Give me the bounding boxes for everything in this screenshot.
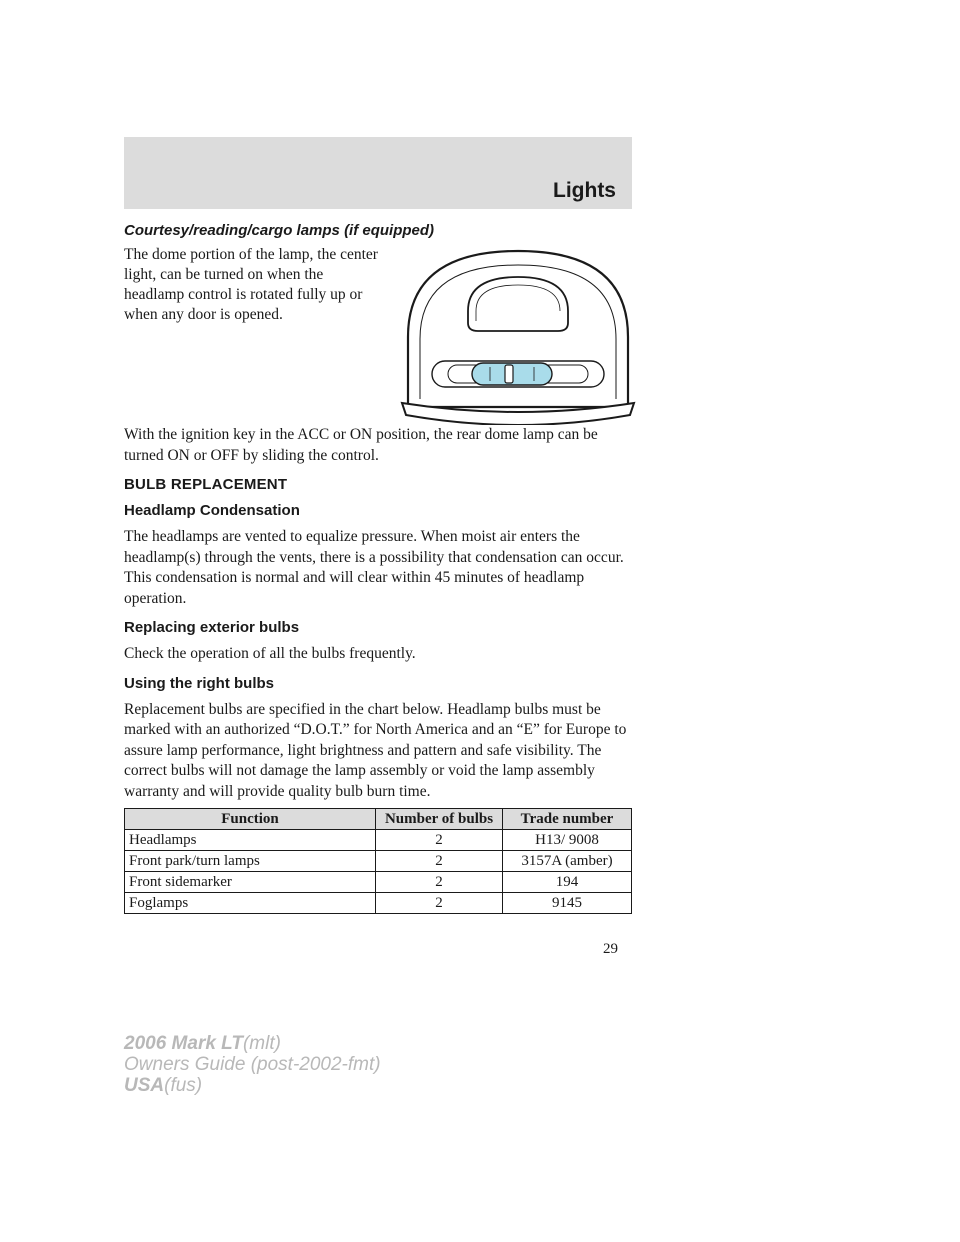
header-function: Function <box>125 809 376 830</box>
condensation-paragraph: The headlamps are vented to equalize pressure. When moist air enters the headlamp(s) through the vents, there is a possibility that condensation can occur. This condensation is normal and will clear within 45 minutes of headlamp operation. <box>124 528 624 607</box>
cell-trade: 3157A (amber) <box>503 851 632 872</box>
courtesy-intro-text: The dome portion of the lamp, the center light, can be turned on when the headlamp control is rotated fully up or when any door is opened. <box>124 246 378 323</box>
cell-trade: 9145 <box>503 893 632 914</box>
cell-trade: H13/ 9008 <box>503 830 632 851</box>
table-row <box>125 851 632 872</box>
footer-region: USA <box>124 1075 165 1096</box>
header-number-of-bulbs: Number of bulbs <box>376 809 503 830</box>
section-title: Lights <box>553 179 616 202</box>
document-footer <box>124 1033 381 1096</box>
footer-model: 2006 Mark LT <box>124 1033 243 1054</box>
bulb-replacement-heading: BULB REPLACEMENT <box>124 476 288 493</box>
table-row <box>125 893 632 914</box>
cell-number: 2 <box>376 893 503 914</box>
exterior-bulbs-paragraph: Check the operation of all the bulbs frequently. <box>124 645 416 662</box>
right-bulbs-paragraph: Replacement bulbs are specified in the chart below. Headlamp bulbs must be marked with an authorized “D.O.T.” for North America and an “E” for Europe to assure lamp performance, light brightness and pattern and safe visibility. The correct bulbs will not damage the lamp assembly or void the lamp assembly warranty and will provide quality bulb burn time. <box>124 700 627 800</box>
page-number: 29 <box>603 941 618 957</box>
header-trade-number: Trade number <box>503 809 632 830</box>
bulb-table <box>124 808 632 914</box>
footer-region-code: (fus) <box>164 1075 203 1096</box>
cell-trade: 194 <box>503 872 632 893</box>
right-bulbs-heading: Using the right bulbs <box>124 674 274 692</box>
footer-model-code: (mlt) <box>242 1033 281 1054</box>
cell-number: 2 <box>376 830 503 851</box>
cell-function: Front park/turn lamps <box>125 851 376 872</box>
section-header-band <box>124 137 632 209</box>
table-header-row <box>125 809 632 830</box>
dome-lamp-illustration <box>398 239 638 425</box>
footer-guide: Owners Guide (post-2002-fmt) <box>124 1054 381 1075</box>
condensation-heading: Headlamp Condensation <box>124 502 300 519</box>
cell-function: Headlamps <box>125 830 376 851</box>
ignition-paragraph: With the ignition key in the ACC or ON position, the rear dome lamp can be turned ON or OFF by sliding the control. <box>124 426 598 464</box>
cell-number: 2 <box>376 851 503 872</box>
courtesy-intro-row <box>124 245 632 425</box>
cell-number: 2 <box>376 872 503 893</box>
page-content <box>124 222 632 914</box>
courtesy-lamps-title: Courtesy/reading/cargo lamps (if equipped) <box>124 222 435 239</box>
cell-function: Foglamps <box>125 893 376 914</box>
table-row <box>125 872 632 893</box>
cell-function: Front sidemarker <box>125 872 376 893</box>
table-row <box>125 830 632 851</box>
exterior-bulbs-heading: Replacing exterior bulbs <box>124 619 300 636</box>
